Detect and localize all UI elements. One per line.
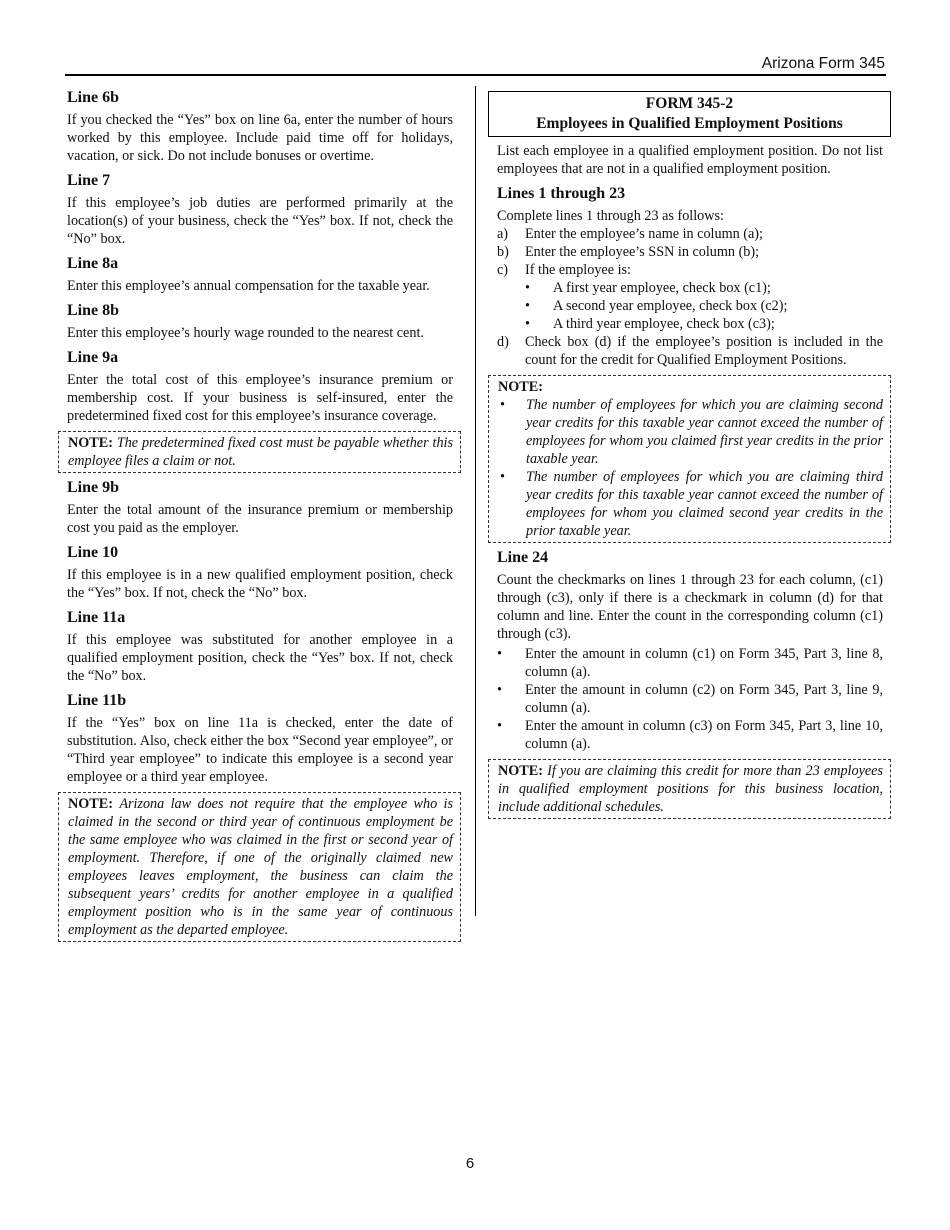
bullet-icon: • <box>525 280 530 296</box>
form-345-2-subtitle: Employees in Qualified Employment Positions <box>536 115 843 132</box>
list-item-text: Check box (d) if the employee’s position is included in the count for the credit for Qualified Employment Positions. <box>525 334 883 368</box>
note-label: NOTE: <box>498 379 543 395</box>
lines-1-23-list <box>497 225 883 369</box>
list-item-text: The number of employees for which you are claiming second year credits for this taxable year cannot exceed the number of employees for whom you claimed first year credits in the prior taxable year. <box>526 397 883 467</box>
line-8b-heading: Line 8b <box>67 302 120 319</box>
list-marker: c) <box>497 262 509 278</box>
line-24-list <box>497 645 883 753</box>
left-column <box>67 88 453 947</box>
line-9b-text: Enter the total amount of the insurance premium or membership cost you paid as the employer. <box>67 502 453 536</box>
line-8a-heading: Line 8a <box>67 255 119 272</box>
line-10-heading: Line 10 <box>67 544 119 561</box>
lines-1-23-heading: Lines 1 through 23 <box>497 185 626 202</box>
note-text: If you are claiming this credit for more than 23 employees in qualified employment positions for this business location, include additional schedules. <box>498 763 884 815</box>
bullet-icon: • <box>497 718 502 734</box>
list-item <box>497 261 883 279</box>
list-item-text: A first year employee, check box (c1); <box>553 280 771 296</box>
list-item <box>497 717 883 753</box>
note-label: NOTE: <box>498 763 543 779</box>
line-9a-text: Enter the total cost of this employee’s insurance premium or membership cost. If your business is self-insured, enter the predetermined fixed cost for this employee’s insurance coverage. <box>67 372 453 424</box>
list-item-text: Enter the employee’s name in column (a); <box>525 226 763 242</box>
list-item <box>497 243 883 261</box>
list-item-text: Enter the amount in column (c3) on Form 345, Part 3, line 10, column (a). <box>525 718 883 752</box>
line-8b-text: Enter this employee’s hourly wage rounded to the nearest cent. <box>67 325 424 341</box>
lines-1-23-lead: Complete lines 1 through 23 as follows: <box>497 208 724 224</box>
line-8a-text: Enter this employee’s annual compensation for the taxable year. <box>67 278 430 294</box>
note-additional-schedules <box>488 759 891 819</box>
line-9a-heading: Line 9a <box>67 349 119 366</box>
bullet-icon: • <box>497 646 502 662</box>
list-item-text: A third year employee, check box (c3); <box>553 316 775 332</box>
form-345-2-intro: List each employee in a qualified employment position. Do not list employees that are not in a qualified employment position. <box>497 143 883 177</box>
list-marker: d) <box>497 334 509 350</box>
list-item-text: Enter the amount in column (c1) on Form 345, Part 3, line 8, column (a). <box>525 646 883 680</box>
header-rule <box>65 74 886 76</box>
column-divider <box>475 86 476 916</box>
line-6b-heading: Line 6b <box>67 89 120 106</box>
list-item <box>497 279 883 297</box>
line-24-text: Count the checkmarks on lines 1 through 23 for each column, (c1) through (c3), only if there is a checkmark in column (d) for that column and line. Enter the count in the corresponding column (c1) through (c3). <box>497 572 883 642</box>
note-label: NOTE: <box>68 796 113 812</box>
note-fixed-cost <box>58 431 461 473</box>
right-column <box>497 88 883 824</box>
list-marker: a) <box>497 226 509 242</box>
list-item-text: If the employee is: <box>525 262 631 278</box>
line-7-heading: Line 7 <box>67 172 111 189</box>
note-label: NOTE: <box>68 435 113 451</box>
line-24-heading: Line 24 <box>497 549 549 566</box>
list-item <box>497 225 883 243</box>
note-claim-limits <box>488 375 891 543</box>
form-345-2-title: FORM 345-2 <box>645 95 734 112</box>
note-text: Arizona law does not require that the employee who is claimed in the second or third year of continuous employment be the same employee who was claimed in the first or second year of employment. Therefore, if one of the originally claimed new employees leaves employment, the business can claim the subsequent years’ credits for another employee in a qualified employment position who is in the same year of continuous employment as the departed employee. <box>68 796 454 938</box>
list-item <box>497 645 883 681</box>
line-9b-heading: Line 9b <box>67 479 120 496</box>
list-item-text: Enter the amount in column (c2) on Form 345, Part 3, line 9, column (a). <box>525 682 883 716</box>
page-number: 6 <box>465 1155 475 1172</box>
employee-year-list <box>497 279 883 333</box>
bullet-icon: • <box>500 469 505 485</box>
note-continuous-employment <box>58 792 461 942</box>
list-item <box>497 333 883 369</box>
bullet-icon: • <box>525 316 530 332</box>
note-text: The predetermined fixed cost must be payable whether this employee files a claim or not. <box>68 435 453 469</box>
line-7-text: If this employee’s job duties are performed primarily at the location(s) of your business, check the “Yes” box. If not, check the “No” box. <box>67 195 453 247</box>
bullet-icon: • <box>500 397 505 413</box>
list-marker: b) <box>497 244 509 260</box>
list-item <box>497 681 883 717</box>
sub-list-container <box>497 279 883 333</box>
form-title-header: Arizona Form 345 <box>761 55 885 72</box>
line-11b-text: If the “Yes” box on line 11a is checked, enter the date of substitution. Also, check either the box “Second year employee”, or “Third year employee” to indicate this employee is a second year employee or a third year employee. <box>67 715 453 785</box>
line-10-text: If this employee is in a new qualified employment position, check the “Yes” box. If not, check the “No” box. <box>67 567 453 601</box>
list-item-text: The number of employees for which you are claiming third year credits for this taxable year cannot exceed the number of employees for whom you claimed second year credits in the prior taxable year. <box>526 469 883 539</box>
bullet-icon: • <box>497 682 502 698</box>
list-item <box>497 297 883 315</box>
bullet-icon: • <box>525 298 530 314</box>
list-item <box>497 315 883 333</box>
list-item <box>498 396 883 468</box>
line-11a-text: If this employee was substituted for another employee in a qualified employment position, check the “Yes” box. If not, check the “No” box. <box>67 632 453 684</box>
line-11b-heading: Line 11b <box>67 692 127 709</box>
list-item-text: Enter the employee’s SSN in column (b); <box>525 244 760 260</box>
list-item <box>498 468 883 540</box>
line-11a-heading: Line 11a <box>67 609 126 626</box>
list-item-text: A second year employee, check box (c2); <box>553 298 788 314</box>
line-6b-text: If you checked the “Yes” box on line 6a, enter the number of hours worked by this employee. Include paid time off for holidays, vacation, or sick. Do not include bonuses or overtime. <box>67 112 453 164</box>
note-bullet-list <box>498 396 883 540</box>
form-345-2-title-box <box>488 91 891 137</box>
